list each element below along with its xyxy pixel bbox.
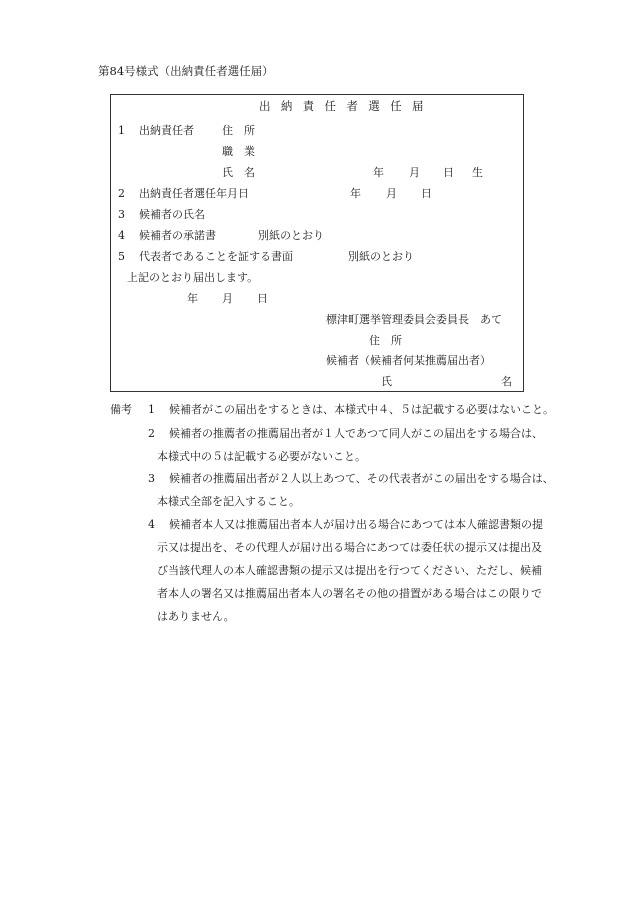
note-2-line-2: 本様式中の５は記載する必要がないこと。 bbox=[157, 450, 366, 463]
item1-birth-suffix: 生 bbox=[472, 166, 483, 179]
note-2-number: 2 bbox=[148, 427, 155, 440]
submitter-name-label: 氏 bbox=[381, 375, 392, 388]
item3-label: 候補者の氏名 bbox=[139, 208, 205, 221]
note-4-line-2: 示又は提出を、その代理人が届け出る場合にあつては委任状の提示又は提出及 bbox=[157, 541, 542, 554]
item1-birth-month: 月 bbox=[409, 166, 420, 179]
notes-heading: 備考 bbox=[110, 403, 132, 416]
note-4-line-4: 者本人の署名又は推薦届出者本人の署名その他の措置がある場合はこの限りで bbox=[157, 587, 542, 600]
note-3-number: 3 bbox=[148, 472, 155, 485]
note-4-line-3: び当該代理人の本人確認書類の提示又は提出を行つてください、ただし、候補 bbox=[157, 564, 542, 577]
form-box bbox=[110, 94, 524, 392]
note-3-line-2: 本様式全部を記入すること。 bbox=[157, 495, 300, 508]
item1-number: 1 bbox=[118, 124, 125, 137]
item4-label: 候補者の承諾書 bbox=[139, 229, 216, 242]
item4-value: 別紙のとおり bbox=[258, 229, 324, 242]
item2-month: 月 bbox=[386, 187, 397, 200]
item3-number: 3 bbox=[118, 208, 125, 221]
item2-day: 日 bbox=[421, 187, 432, 200]
submission-month: 月 bbox=[222, 292, 233, 305]
item1-name-label: 氏 名 bbox=[222, 166, 255, 179]
note-4-number: 4 bbox=[148, 518, 155, 531]
item2-year: 年 bbox=[350, 187, 361, 200]
submitter-name-suffix: 名 bbox=[501, 375, 512, 388]
item1-birth-year: 年 bbox=[373, 166, 384, 179]
item5-value: 別紙のとおり bbox=[348, 250, 414, 263]
item1-label: 出納責任者 bbox=[139, 124, 194, 137]
item2-label: 出納責任者選任年月日 bbox=[139, 187, 249, 200]
submission-year: 年 bbox=[187, 292, 198, 305]
submitter-address-label: 住 所 bbox=[369, 334, 402, 347]
item2-number: 2 bbox=[118, 187, 125, 200]
note-1-line-1: 候補者がこの届出をするときは、本様式中４、５は記載する必要はないこと。 bbox=[169, 403, 554, 416]
item4-number: 4 bbox=[118, 229, 125, 242]
note-4-line-1: 候補者本人又は推薦届出者本人が届け出る場合にあつては本人確認書類の提 bbox=[169, 518, 543, 531]
item5-number: 5 bbox=[118, 250, 125, 263]
item1-address-label: 住 所 bbox=[222, 124, 255, 137]
form-number-label: 第84号様式（出納責任者選任届） bbox=[98, 64, 274, 78]
item5-label: 代表者であることを証する書面 bbox=[139, 250, 293, 263]
note-2-line-1: 候補者の推薦者の推薦届出者が１人であつて同人がこの届出をする場合は、 bbox=[169, 427, 543, 440]
item1-occupation-label: 職 業 bbox=[222, 145, 255, 158]
declaration-text: 上記のとおり届出します。 bbox=[127, 271, 259, 284]
form-title: 出納責任者選任届 bbox=[259, 99, 434, 113]
note-3-line-1: 候補者の推薦届出者が２人以上あつて、その代表者がこの届出をする場合は、 bbox=[169, 472, 554, 485]
item1-birth-day: 日 bbox=[443, 166, 454, 179]
note-4-line-5: はありません。 bbox=[157, 610, 235, 623]
submitter-role: 候補者（候補者何某推薦届出者） bbox=[326, 354, 491, 367]
addressee: 標津町選挙管理委員会委員長 あて bbox=[326, 313, 502, 326]
note-1-number: 1 bbox=[148, 403, 155, 416]
submission-day: 日 bbox=[257, 292, 268, 305]
